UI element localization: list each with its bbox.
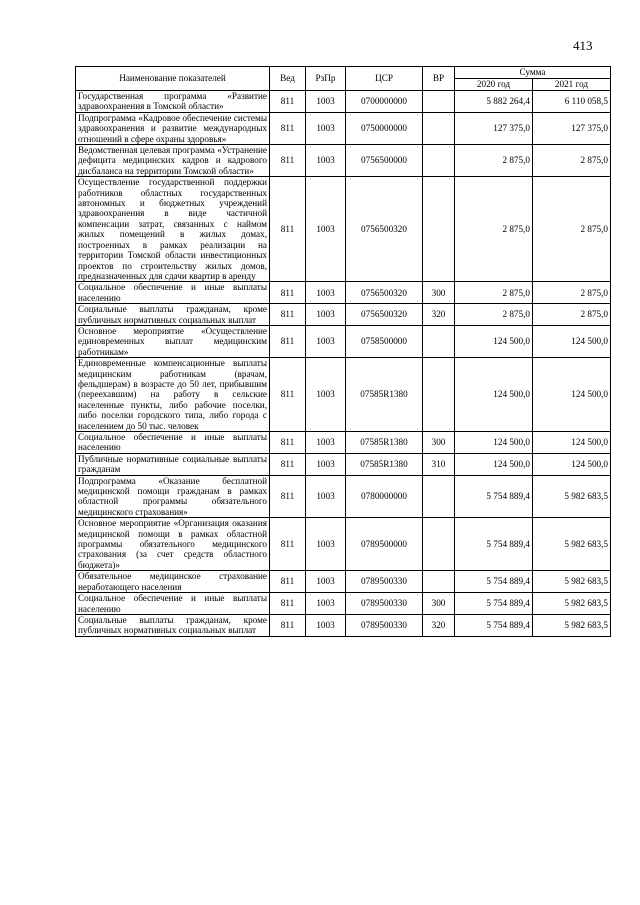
row-sum-2020: 5 754 889,4: [455, 518, 533, 571]
row-name: Ведомственная целевая программа «Устранение дефицита медицинских кадров и кадрового дисбаланса на территории Томской области»: [76, 145, 270, 177]
row-csr: 0756500320: [346, 304, 423, 326]
row-csr: 0756500000: [346, 145, 423, 177]
row-sum-2020: 124 500,0: [455, 453, 533, 475]
row-vr: [423, 325, 455, 357]
row-sum-2021: 124 500,0: [533, 453, 611, 475]
row-vr: 320: [423, 614, 455, 636]
row-vr: 310: [423, 453, 455, 475]
row-rzpr: 1003: [306, 593, 346, 615]
row-ved: 811: [270, 475, 306, 518]
row-rzpr: 1003: [306, 325, 346, 357]
row-rzpr: 1003: [306, 177, 346, 282]
row-ved: 811: [270, 177, 306, 282]
table-row: [76, 518, 611, 571]
row-csr: 0756500320: [346, 282, 423, 304]
row-sum-2020: 2 875,0: [455, 304, 533, 326]
row-name: Публичные нормативные социальные выплаты гражданам: [76, 453, 270, 475]
header-sum: Сумма: [455, 67, 611, 79]
row-sum-2020: 5 754 889,4: [455, 614, 533, 636]
table-row: [76, 91, 611, 113]
row-sum-2020: 124 500,0: [455, 358, 533, 432]
row-rzpr: 1003: [306, 571, 346, 593]
header-rzpr: РзПр: [306, 67, 346, 91]
row-name: Социальное обеспечение и иные выплаты населению: [76, 593, 270, 615]
row-rzpr: 1003: [306, 145, 346, 177]
row-ved: 811: [270, 432, 306, 454]
row-sum-2021: 2 875,0: [533, 282, 611, 304]
row-vr: [423, 475, 455, 518]
table-row: [76, 304, 611, 326]
row-rzpr: 1003: [306, 432, 346, 454]
row-sum-2020: 5 754 889,4: [455, 475, 533, 518]
row-csr: 0789500330: [346, 593, 423, 615]
row-sum-2020: 5 754 889,4: [455, 571, 533, 593]
row-name: Основное мероприятие «Осуществление единовременных выплат медицинским работникам»: [76, 325, 270, 357]
row-sum-2020: 124 500,0: [455, 325, 533, 357]
table-row: [76, 614, 611, 636]
row-rzpr: 1003: [306, 614, 346, 636]
row-sum-2021: 5 982 683,5: [533, 593, 611, 615]
table-row: [76, 432, 611, 454]
row-sum-2021: 2 875,0: [533, 177, 611, 282]
table-header: [76, 67, 611, 91]
row-sum-2021: 6 110 058,5: [533, 91, 611, 113]
table-row: [76, 112, 611, 144]
row-name: Обязательное медицинское страхование неработающего населения: [76, 571, 270, 593]
row-sum-2021: 5 982 683,5: [533, 571, 611, 593]
row-name: Государственная программа «Развитие здравоохранения в Томской области»: [76, 91, 270, 113]
row-ved: 811: [270, 91, 306, 113]
row-sum-2021: 124 500,0: [533, 432, 611, 454]
header-vr: ВР: [423, 67, 455, 91]
row-vr: [423, 91, 455, 113]
row-name: Социальное обеспечение и иные выплаты населению: [76, 432, 270, 454]
row-name: Подпрограмма «Оказание бесплатной медицинской помощи гражданам в рамках областной программы обязательного медицинского страхования»: [76, 475, 270, 518]
row-vr: [423, 112, 455, 144]
row-sum-2020: 124 500,0: [455, 432, 533, 454]
row-rzpr: 1003: [306, 282, 346, 304]
table-row: [76, 177, 611, 282]
budget-table: [75, 66, 611, 637]
row-ved: 811: [270, 325, 306, 357]
row-rzpr: 1003: [306, 304, 346, 326]
row-sum-2020: 2 875,0: [455, 177, 533, 282]
row-csr: 0700000000: [346, 91, 423, 113]
row-ved: 811: [270, 358, 306, 432]
row-name: Осуществление государственной поддержки работников областных государственных автономных и бюджетных учреждений здравоохранения в виде частичной компенсации затрат, связанных с наймом жилых помещений в жилых домах, построенных в рамках реализации на территории Томской области инвестиционных проектов по строительству жилых домов, предназначенных для сдачи квартир в аренду: [76, 177, 270, 282]
row-rzpr: 1003: [306, 112, 346, 144]
row-sum-2020: 5 882 264,4: [455, 91, 533, 113]
table-row: [76, 325, 611, 357]
row-csr: 0758500000: [346, 325, 423, 357]
row-csr: 07585R1380: [346, 453, 423, 475]
row-rzpr: 1003: [306, 453, 346, 475]
row-sum-2020: 2 875,0: [455, 145, 533, 177]
row-ved: 811: [270, 571, 306, 593]
row-csr: 0756500320: [346, 177, 423, 282]
row-ved: 811: [270, 518, 306, 571]
row-sum-2020: 127 375,0: [455, 112, 533, 144]
row-sum-2021: 124 500,0: [533, 325, 611, 357]
row-sum-2021: 5 982 683,5: [533, 518, 611, 571]
row-name: Социальные выплаты гражданам, кроме публичных нормативных социальных выплат: [76, 614, 270, 636]
page-number: 413: [573, 38, 593, 53]
row-name: Единовременные компенсационные выплаты медицинским работникам (врачам, фельдшерам) в возрасте до 50 лет, прибывшим (переехавшим) на работу в сельские населенные пункты, либо рабочие поселки, либо поселки городского типа, либо города с населением до 50 тыс. человек: [76, 358, 270, 432]
row-sum-2021: 2 875,0: [533, 145, 611, 177]
header-ved: Вед: [270, 67, 306, 91]
header-name: Наименование показателей: [76, 67, 270, 91]
row-vr: [423, 518, 455, 571]
row-vr: 300: [423, 593, 455, 615]
row-vr: [423, 571, 455, 593]
row-sum-2021: 5 982 683,5: [533, 614, 611, 636]
table-row: [76, 145, 611, 177]
row-ved: 811: [270, 145, 306, 177]
row-vr: 300: [423, 282, 455, 304]
row-vr: [423, 145, 455, 177]
row-csr: 0780000000: [346, 475, 423, 518]
row-vr: 320: [423, 304, 455, 326]
table-body: [76, 91, 611, 637]
row-rzpr: 1003: [306, 475, 346, 518]
row-ved: 811: [270, 453, 306, 475]
row-csr: 0789500330: [346, 614, 423, 636]
table-row: [76, 358, 611, 432]
row-csr: 0750000000: [346, 112, 423, 144]
row-vr: [423, 177, 455, 282]
row-name: Социальные выплаты гражданам, кроме публичных нормативных социальных выплат: [76, 304, 270, 326]
row-sum-2021: 124 500,0: [533, 358, 611, 432]
row-vr: 300: [423, 432, 455, 454]
row-rzpr: 1003: [306, 518, 346, 571]
row-rzpr: 1003: [306, 358, 346, 432]
row-sum-2021: 127 375,0: [533, 112, 611, 144]
row-csr: 07585R1380: [346, 432, 423, 454]
table-row: [76, 453, 611, 475]
row-rzpr: 1003: [306, 91, 346, 113]
table-row: [76, 593, 611, 615]
table-row: [76, 571, 611, 593]
table-row: [76, 475, 611, 518]
row-name: Основное мероприятие «Организация оказания медицинской помощи в рамках областной программы обязательного медицинского страхования (за счет средств областного бюджета)»: [76, 518, 270, 571]
row-csr: 0789500000: [346, 518, 423, 571]
row-vr: [423, 358, 455, 432]
row-sum-2021: 2 875,0: [533, 304, 611, 326]
row-ved: 811: [270, 593, 306, 615]
row-ved: 811: [270, 614, 306, 636]
table-row: [76, 282, 611, 304]
row-csr: 07585R1380: [346, 358, 423, 432]
header-year-2021: 2021 год: [533, 79, 611, 91]
header-year-2020: 2020 год: [455, 79, 533, 91]
row-ved: 811: [270, 304, 306, 326]
row-sum-2021: 5 982 683,5: [533, 475, 611, 518]
row-ved: 811: [270, 112, 306, 144]
header-csr: ЦСР: [346, 67, 423, 91]
row-csr: 0789500330: [346, 571, 423, 593]
row-ved: 811: [270, 282, 306, 304]
row-name: Социальное обеспечение и иные выплаты населению: [76, 282, 270, 304]
row-sum-2020: 2 875,0: [455, 282, 533, 304]
row-sum-2020: 5 754 889,4: [455, 593, 533, 615]
row-name: Подпрограмма «Кадровое обеспечение системы здравоохранения и развитие международных отношений в сфере охраны здоровья»: [76, 112, 270, 144]
